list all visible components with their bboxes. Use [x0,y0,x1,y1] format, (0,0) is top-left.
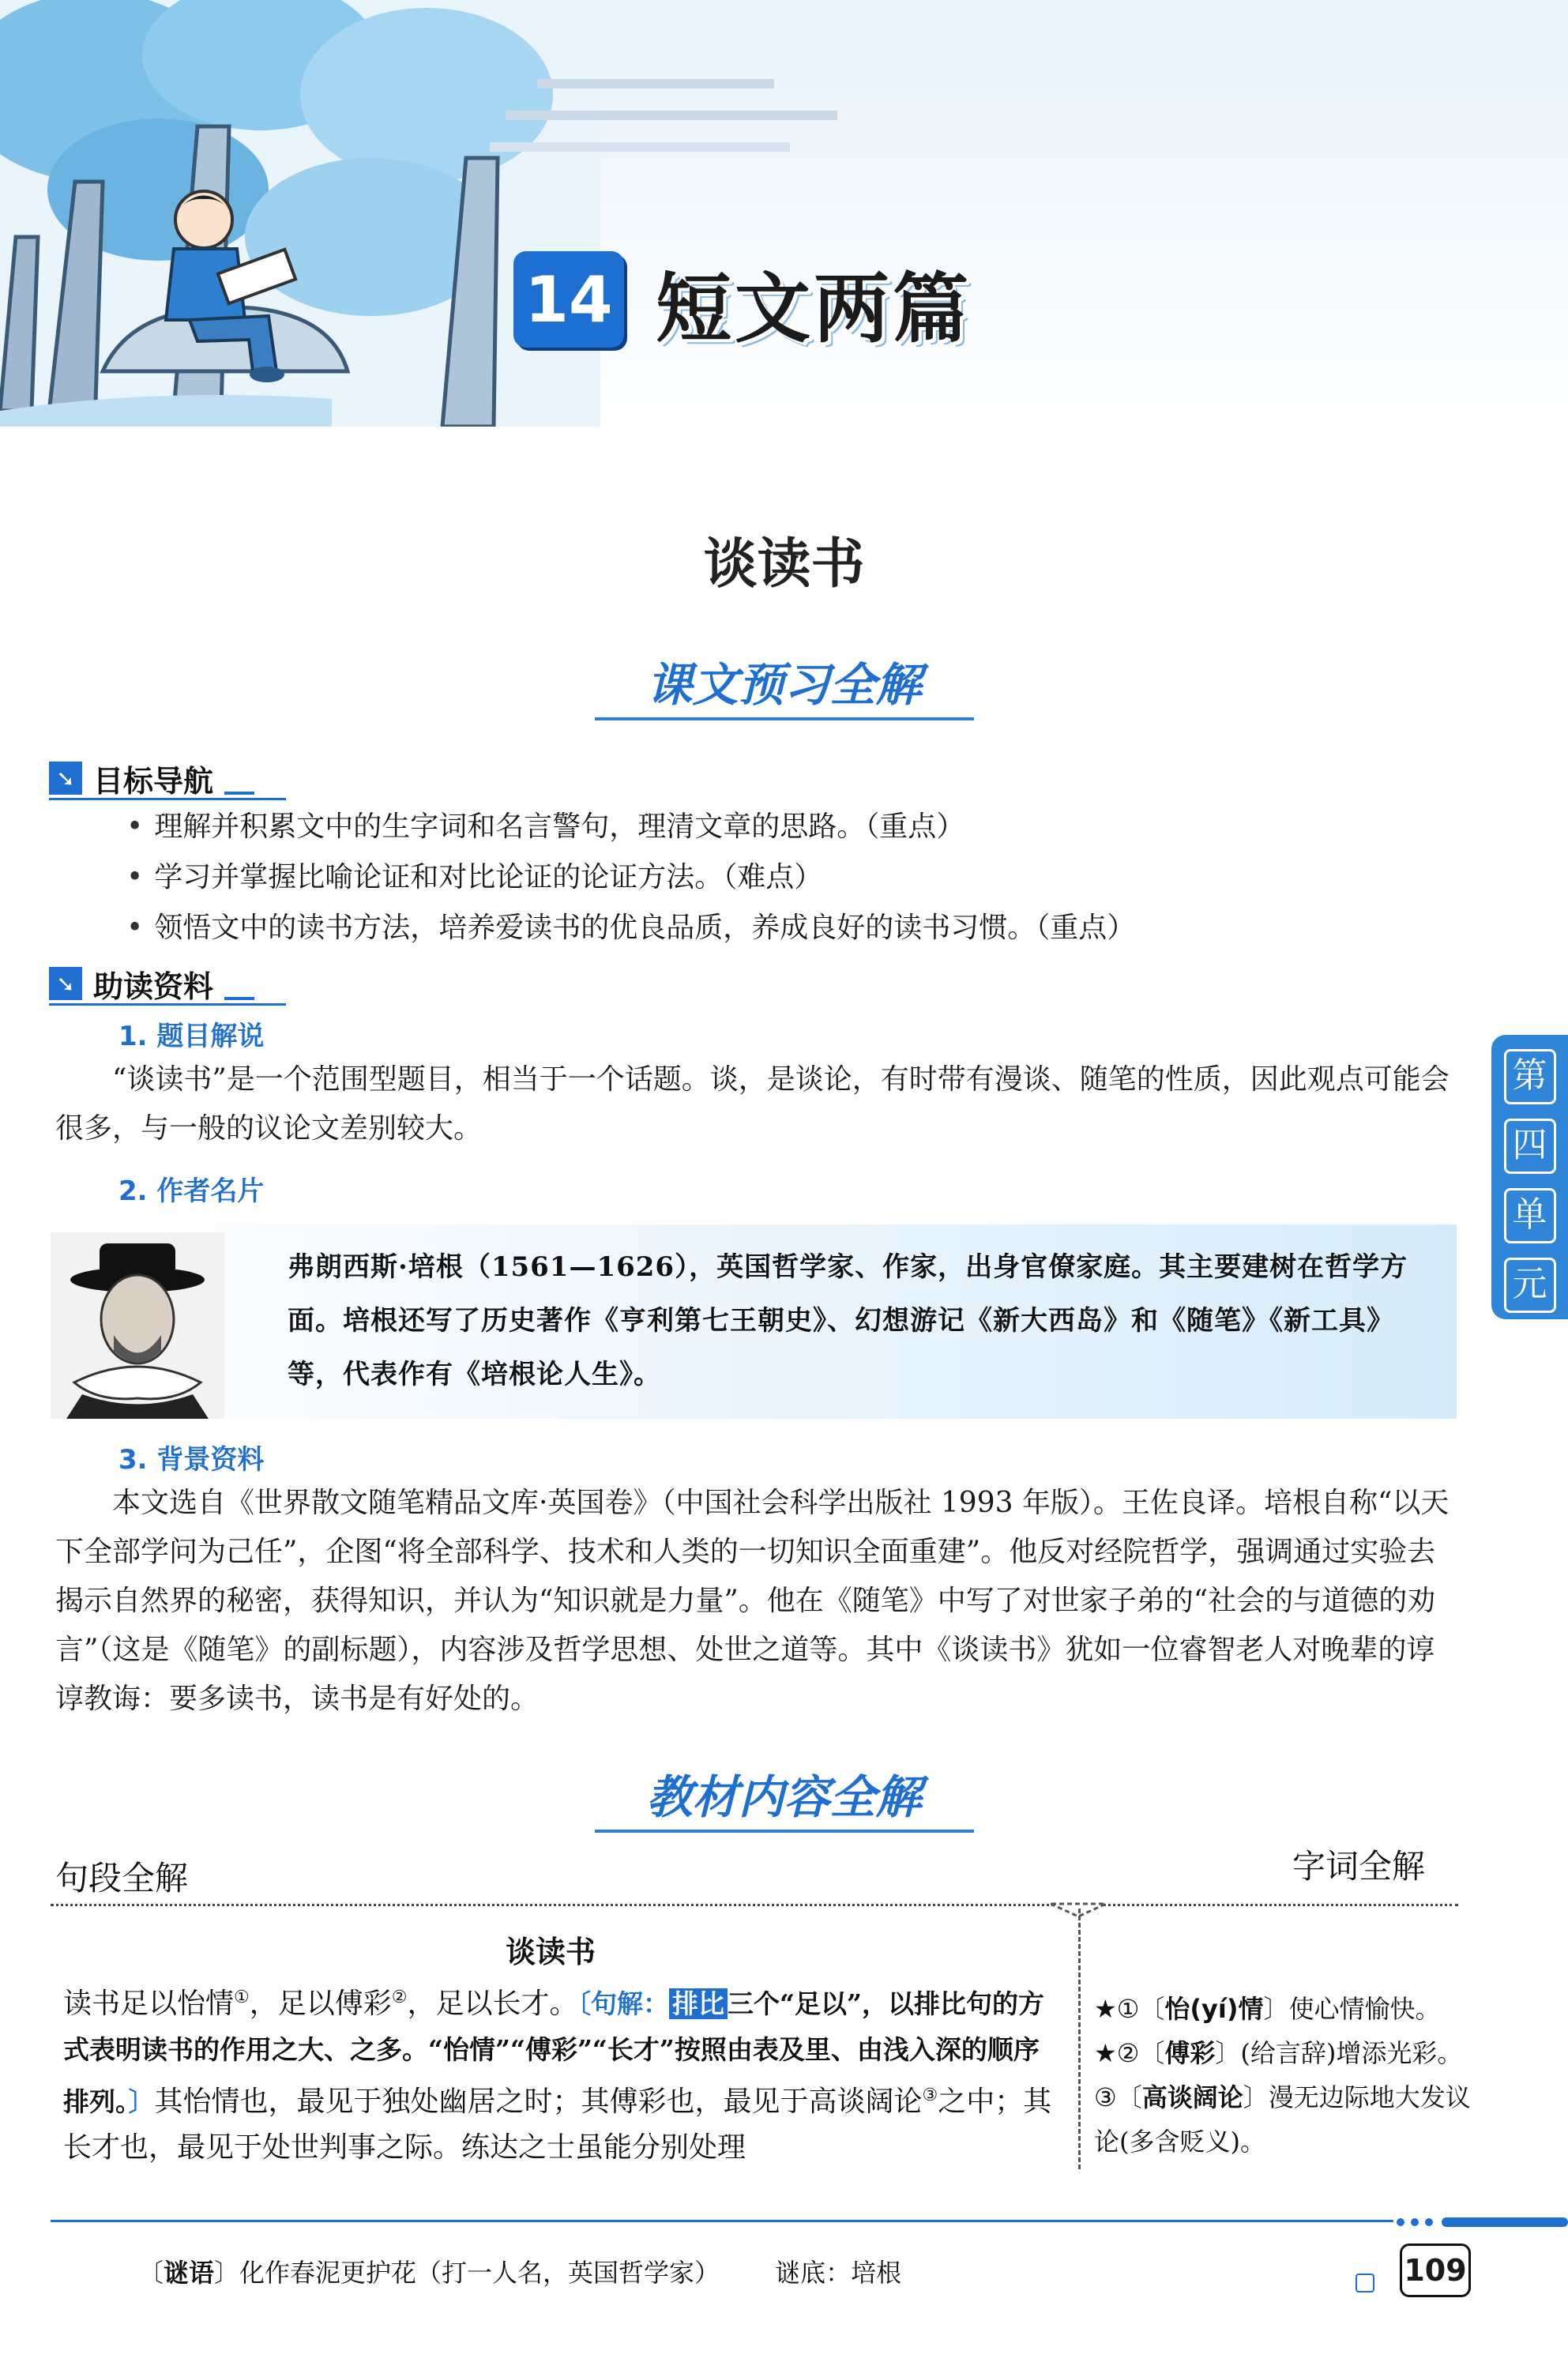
author-portrait [51,1232,224,1419]
author-card-heading: 2. 作者名片 [118,1175,265,1207]
column-divider-horizontal [51,1904,1458,1906]
unit-tab-char: 四 [1504,1119,1556,1174]
reading-text: ，足以傅彩 [249,1988,392,2020]
riddle-label: 谜语 [164,2258,215,2288]
essay-title: 谈读书 [703,533,865,596]
note-bracket: 〔 [577,1988,592,2019]
decor-square [1356,2274,1374,2292]
heading-tail [224,792,254,795]
page-number: 109 [1400,2244,1471,2297]
riddle-text: 化作春泥更护花（打一人名，英国哲学家） [239,2258,720,2288]
reference-heading [49,962,254,1005]
gloss-prefix: ★②〔 [1094,2038,1165,2068]
unit-tab-char: 第 [1504,1049,1556,1104]
glossary-entry [1094,1987,1473,2031]
goals-label: 目标导航 [93,763,214,799]
gloss-definition: 〕漫无边际地大发议论(多含贬义)。 [1094,2082,1471,2157]
note-bracket: 〕 [128,2086,155,2117]
word-analysis-column-title: 字词全解 [1292,1847,1426,1886]
gloss-term: 高谈阔论 [1141,2082,1243,2112]
faded-text-lines [490,47,1201,237]
gloss-definition: 〕使心情愉快。 [1263,1994,1441,2024]
section-preview-label: 课文预习全解 [646,658,922,712]
footer-rule [51,2220,1393,2222]
topic-explanation-text: “谈读书”是一个范围型题目，相当于一个话题。谈，是谈论，有时带有漫谈、随笔的性质，因此观点可能会很多，与一般的议论文差别较大。 [55,1063,1450,1145]
section-content-heading [0,1760,1568,1833]
riddle-answer: 谜底：培根 [775,2258,902,2288]
riddle: 〔谜语〕化作春泥更护花（打一人名，英国哲学家） 谜底：培根 [138,2258,902,2288]
goals-heading [49,757,254,799]
gloss-prefix: ★①〔 [1094,1994,1165,2024]
reading-text: 读书足以怡情 [63,1988,235,2020]
reference-underline [49,1003,286,1006]
note-label: 句解： [591,1988,670,2019]
rhetoric-tag: 排比 [669,1988,728,2019]
section-preview-underline [595,717,974,720]
arrow-box-icon: ➘ [49,762,82,795]
footnote-marker: ① [234,1988,250,2007]
column-divider-vertical [1078,1909,1081,2169]
gloss-prefix: ③〔 [1094,2082,1142,2112]
unit-tab-char: 单 [1504,1188,1556,1243]
heading-tail [224,997,254,1000]
gloss-term: 怡(yí)情 [1164,1994,1264,2024]
reading-passage [63,1975,1058,2171]
topic-explanation-heading: 1. 题目解说 [118,1021,265,1052]
author-card [51,1224,1457,1419]
arrow-box-icon: ➘ [49,967,82,1000]
unit-side-tab [1491,1035,1568,1319]
lesson-title: 短文两篇 [656,265,972,353]
section-preview-heading [0,648,1568,720]
gloss-definition: 〕(给言辞)增添光彩。 [1215,2038,1463,2068]
goal-item: • 学习并掌握比喻论证和对比论证的论证方法。（难点） [126,855,822,895]
reading-text: 其怡情也，最见于独处幽居之时；其傅彩也，最见于高谈阔论 [154,2086,923,2118]
footnote-marker: ③ [922,2086,938,2105]
reading-title: 谈读书 [506,1935,596,1969]
note-text: 三个“足以”，以排比句的方式表明读书的作用之大、之多。“怡情”“傅彩”“长才”按照由表及里、由浅入深的顺序排列。 [63,1988,1044,2117]
glossary-entry [1094,2031,1473,2075]
section-content-underline [595,1830,974,1833]
reading-text: ，足以长才。 [407,1988,578,2020]
background-heading: 3. 背景资料 [118,1444,265,1476]
lesson-number-badge: 14 [513,251,624,348]
unit-tab-char: 元 [1504,1258,1556,1313]
footer-dots [1394,2214,1568,2230]
section-content-label: 教材内容全解 [646,1770,922,1824]
author-bio: 弗朗西斯·培根（1561—1626），英国哲学家、作家，出身官僚家庭。其主要建树在哲学方面。培根还写了历史著作《亨利第七王朝史》、幻想游记《新大西岛》和《随笔》《新工具》等，代表作有《培根论人生》。 [288,1251,1408,1390]
glossary [1094,1987,1473,2164]
goal-item: • 领悟文中的读书方法，培养爱读书的优良品质，养成良好的读书习惯。（重点） [126,905,1135,946]
glossary-entry [1094,2075,1473,2164]
reference-label: 助读资料 [93,968,214,1004]
lesson-banner [0,0,1568,442]
goals-underline [49,798,286,800]
reading-text: 之中；其长才也，最见于处世判事之际。练达之士虽能分别处理 [63,2086,1052,2164]
goal-item: • 理解并积累文中的生字词和名言警句，理清文章的思路。（重点） [126,804,964,844]
background-text: 本文选自《世界散文随笔精品文库·英国卷》（中国社会科学出版社 1993 年版）。王佐良译。培根自称“以天下全部学问为己任”，企图“将全部科学、技术和人类的一切知识全面重建”。他反对经院哲学，强调通过实验去揭示自然界的秘密，获得知识，并认为“知识就是力量”。他在《随笔》中写了对世家子弟的“社会的与道德的劝言”（这是《随笔》的副标题），内容涉及哲学思想、处世之道等。其中《谈读书》犹如一位睿智老人对晚辈的谆谆教诲：要多读书，读书是有好处的。 [55,1487,1450,1715]
footnote-marker: ② [391,1988,408,2007]
gloss-term: 傅彩 [1164,2038,1216,2068]
sentence-analysis-column-title: 句段全解 [55,1859,189,1897]
